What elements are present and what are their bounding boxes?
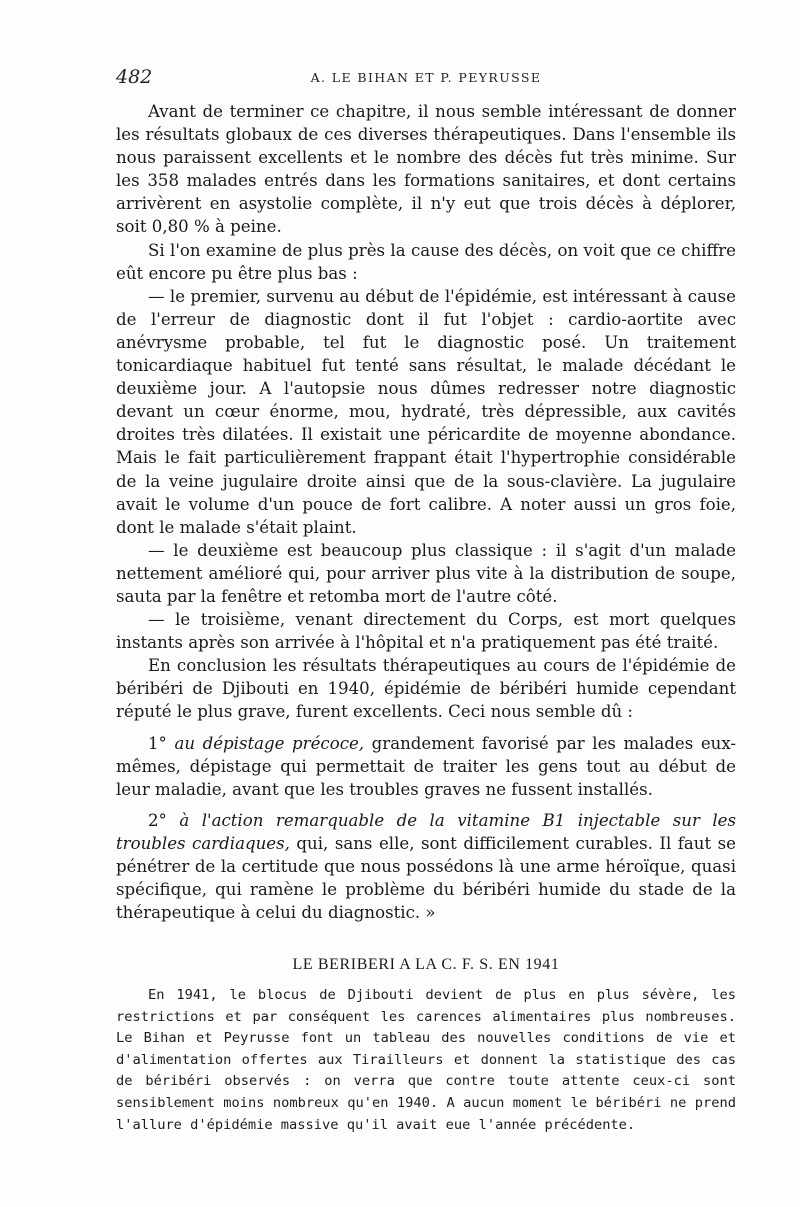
paragraph-conclusion: En conclusion les résultats thérapeutiques au cours de l'épidémie de béribéri de Djibouti en 1940, épidémie de béribéri humide cependant réputé le plus grave, furent excellents. Ceci nous semble dû : [116, 656, 736, 722]
point-1-text: grandement favorisé par les malades eux-mêmes, dépistage qui permettait de traiter les gens tout au début de leur maladie, avant que les troubles graves ne fussent installés. [116, 733, 737, 799]
paragraph-third-death: — le troisième, venant directement du Corps, est mort quelques instants après son arrivée à l'hôpital et n'a pratiquement pas été traité. [116, 610, 736, 653]
point-2-number: 2° [148, 810, 167, 830]
page-number: 482 [116, 66, 153, 88]
body-text [116, 100, 736, 924]
point-1-number: 1° [148, 733, 167, 753]
section-heading: LE BERIBERI A LA C. F. S. EN 1941 [292, 956, 560, 973]
paragraph-intro: Avant de terminer ce chapitre, il nous semble intéressant de donner les résultats globaux de ces diverses thérapeutiques. Dans l'ensemble ils nous paraissent excellents et le nombre des décès fut très minime. Sur les 358 malades entrés dans les formations sanitaires, et dont certains arrivèrent en asystolie complète, il n'y eut que trois décès à déplorer, soit 0,80 % à peine. [116, 102, 736, 237]
paragraph-point-1 [116, 732, 736, 801]
running-title: A. LE BIHAN ET P. PEYRUSSE [310, 70, 542, 85]
paragraph-second-death: — le deuxième est beaucoup plus classique : il s'agit d'un malade nettement amélioré qui, pour arriver plus vite à la distribution de soupe, sauta par la fenêtre et retomba mort de l'autre côté. [116, 540, 736, 606]
running-header [116, 66, 736, 92]
paragraph-first-death: — le premier, survenu au début de l'épidémie, est intéressant à cause de l'erreur de diagnostic dont il fut l'objet : cardio-aortite avec anévrysme probable, tel fut le diagnostic posé. Un traitement tonicardiaque habituel fut tenté sans résultat, le malade décédant le deuxième jour. A l'autopsie nous dûmes redresser notre diagnostic devant un cœur énorme, mou, hydraté, très dépressible, aux cavités droites très dilatées. Il existait une péricardite de moyenne abondance. Mais le fait particulièrement frappant était l'hypertrophie considérable de la veine jugulaire droite ainsi que de la sous-clavière. La jugulaire avait le volume d'un pouce de fort calibre. A noter aussi un gros foie, dont le malade s'était plaint. [116, 286, 736, 537]
paragraph-causes: Si l'on examine de plus près la cause des décès, on voit que ce chiffre eût encore pu être plus bas : [116, 240, 736, 283]
point-2-emphasis: à l'action remarquable de la vitamine B1 injectable sur les troubles cardiaques, [116, 810, 736, 853]
paragraph-point-2 [116, 809, 736, 924]
point-2-text: qui, sans elle, sont difficilement curables. Il faut se pénétrer de la certitude que nous possédons là une arme héroïque, quasi spécifique, qui ramène le problème du béribéri humide du stade de la thérapeutique à celui du diagnostic. » [116, 833, 736, 923]
section-summary [116, 985, 736, 1136]
point-1-emphasis: au dépistage précoce, [174, 733, 365, 753]
summary-paragraph: En 1941, le blocus de Djibouti devient de plus en plus sévère, les restrictions et par conséquent les carences alimentaires plus nombreuses. Le Bihan et Peyrusse font un tableau des nouvelles conditions de vie et d'alimentation offertes aux Tirailleurs et donnent la statistique des cas de béribéri observés : on verra que contre toute attente ceux-ci sont sensiblement moins nombreux qu'en 1940. A aucun moment le béribéri ne prend l'allure d'épidémie massive qu'il avait eue l'année précédente. [116, 987, 736, 1133]
